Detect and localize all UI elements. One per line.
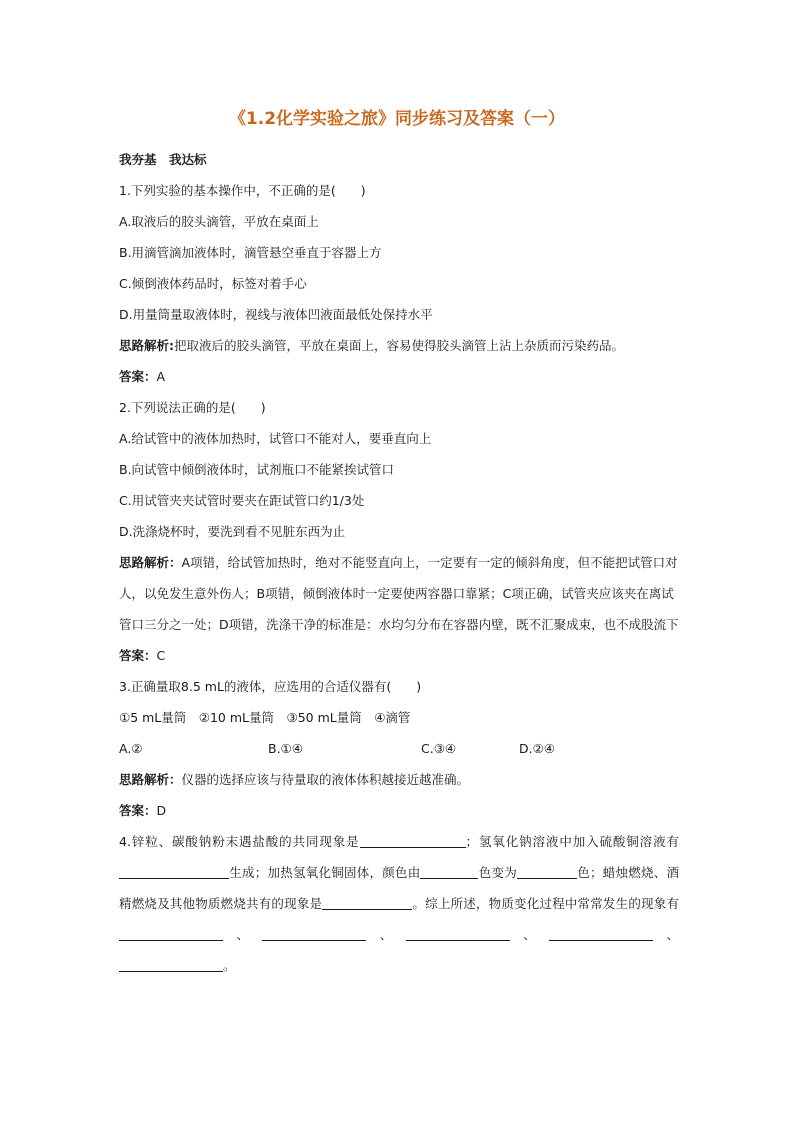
answer-blank [360,833,466,848]
answer-value: A [156,369,166,384]
q1-option-c: C.倾倒液体药品时，标签对着手心 [119,276,307,291]
analysis-text: A项错，给试管加热时，绝对不能竖直向上，一定要有一定的倾斜角度，但不能把试管口对人，以免发生意外伤人；B项错，倾倒液体时一定要使两容器口靠紧；C项正确，试管夹应该夹在离试管口三分之一处；D项错，洗涤干净的标准是：水均匀分布在容器内壁，既不汇聚成束，也不成股流下 [119,555,679,632]
q2-option-c: C.用试管夹夹试管时要夹在距试管口约1/3处 [119,493,365,508]
content [119,144,679,981]
q4-separator: 、 [223,927,263,942]
answer-blank [549,926,653,941]
q2-stem: 2.下列说法正确的是( ) [119,400,266,415]
q2-analysis [119,547,679,640]
q1-answer [119,361,679,392]
answer-blank [119,957,223,972]
q4-text: ；氢氧化钠溶液中加入硫酸铜溶液有 [465,834,679,849]
q1-option-b: B.用滴管滴加液体时，滴管悬空垂直于容器上方 [119,245,382,260]
section-heading: 我夯基 我达标 [119,152,207,167]
answer-blank [119,864,229,879]
q4-text: 色；蜡烛燃烧、酒精燃烧及其他物质燃烧共有的现象是 [119,865,679,911]
q1-analysis [119,330,679,361]
q4-separator: 、 [509,927,550,942]
q2-option-d: D.洗涤烧杯时，要洗到看不见脏东西为止 [119,524,346,539]
answer-label: 答案： [119,648,157,663]
answer-blank [517,864,577,879]
q3-choice-d: D.②④ [519,741,556,756]
q4-text: 4.锌粒、碳酸钠粉末遇盐酸的共同现象是 [119,834,360,849]
q3-analysis [119,764,679,795]
analysis-label: 思路解析: [119,338,174,353]
q3-choices [119,733,679,764]
q1-option-d: D.用量筒量取液体时，视线与液体凹液面最低处保持水平 [119,307,433,322]
answer-label: 答案： [119,369,157,384]
q3-stem: 3.正确量取8.5 mL的液体，应选用的合适仪器有( ) [119,679,422,694]
q3-items: ①5 mL量筒 ②10 mL量筒 ③50 mL量筒 ④滴管 [119,710,411,725]
q3-choice-c: C.③④ [421,741,457,756]
q3-choice-a: A.② [119,741,143,756]
q4-text: 色变为 [478,865,517,880]
q4-text: 。综上所述，物质变化过程中常常发生的现象有 [412,896,679,911]
q3-answer [119,795,679,826]
q4-separator: 、 [366,927,406,942]
q4-paragraph [119,826,679,981]
answer-value: C [156,648,166,663]
answer-blank [262,926,366,941]
answer-blank [119,926,223,941]
q2-option-b: B.向试管中倾倒液体时，试剂瓶口不能紧挨试管口 [119,462,395,477]
analysis-text: 仪器的选择应该与待量取的液体体积越接近越准确。 [181,772,470,787]
answer-blank [322,895,412,910]
answer-blank [406,926,510,941]
analysis-label: 思路解析： [119,555,182,570]
page-title: 《1.2化学实验之旅》同步练习及答案（一） [228,109,566,129]
answer-value: D [156,803,167,818]
q3-choice-b: B.①④ [268,741,303,756]
q2-option-a: A.给试管中的液体加热时，试管口不能对人，要垂直向上 [119,431,432,446]
q4-text: 。 [223,958,236,973]
q4-separator: 、 [653,927,679,942]
q2-answer [119,640,679,671]
analysis-text: 把取液后的胶头滴管，平放在桌面上，容易使得胶头滴管上沾上杂质而污染药品。 [174,338,625,353]
answer-blank [420,864,478,879]
answer-label: 答案： [119,803,157,818]
q1-option-a: A.取液后的胶头滴管，平放在桌面上 [119,214,319,229]
q1-stem: 1.下列实验的基本操作中，不正确的是( ) [119,183,366,198]
analysis-label: 思路解析： [119,772,182,787]
q4-text: 生成；加热氢氧化铜固体，颜色由 [229,865,421,880]
